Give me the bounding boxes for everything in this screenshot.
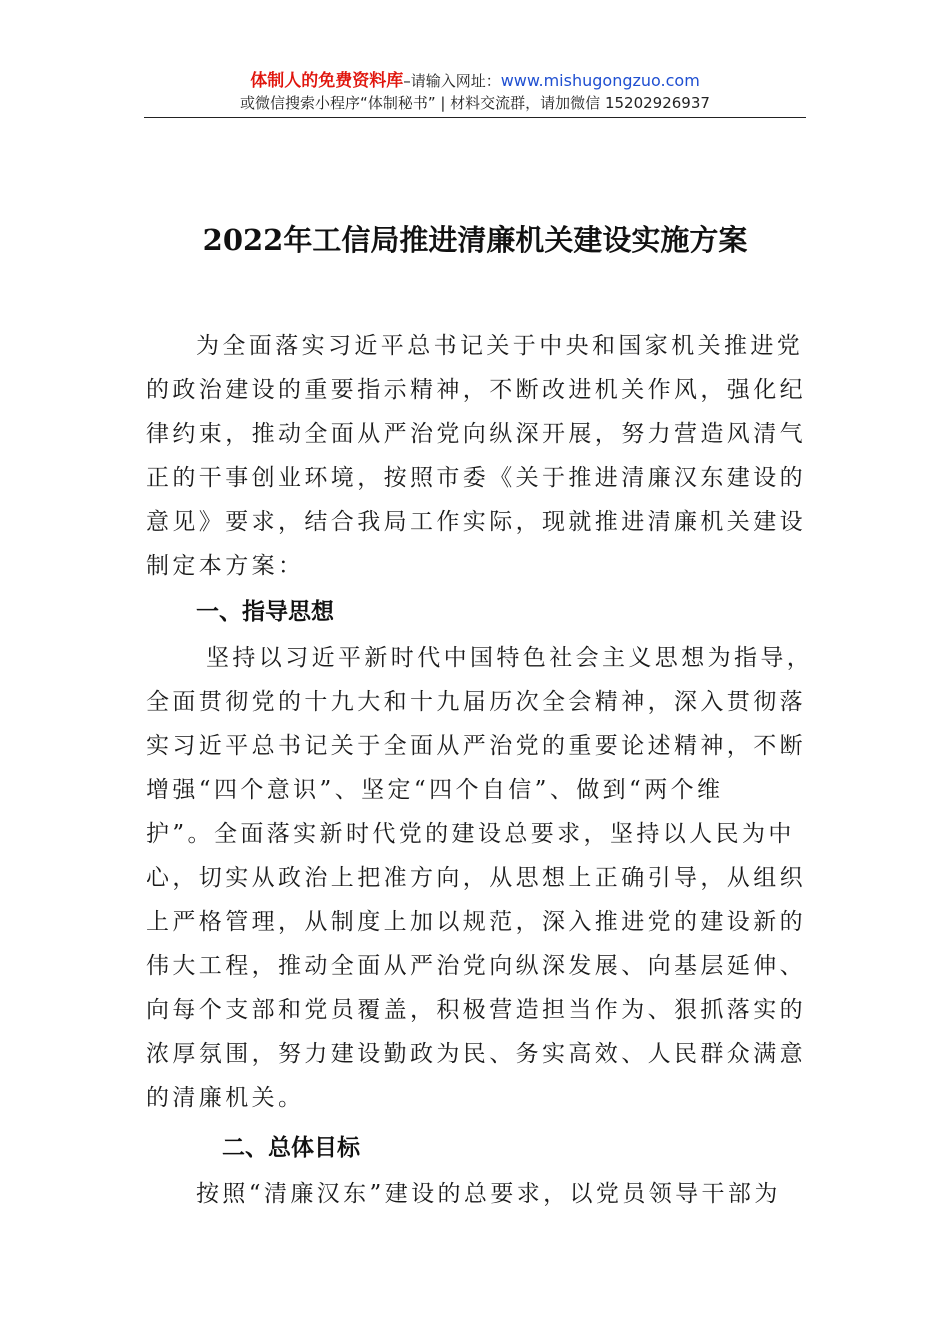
header-brand: 体制人的免费资料库 [250, 71, 404, 91]
section2-line: 按照“清廉汉东”建设的总要求，以党员领导干部为 [196, 1181, 781, 1207]
header-line-2: 或微信搜索小程序“体制秘书” | 材料交流群，请加微信 15202926937 [240, 94, 710, 112]
intro-line: 律约束，推动全面从严治党向纵深开展，努力营造风清气 [146, 421, 806, 447]
section1-line: 上严格管理，从制度上加以规范，深入推进党的建设新的 [146, 909, 806, 935]
section1-line: 心，切实从政治上把准方向，从思想上正确引导，从组织 [146, 865, 806, 891]
intro-line: 正的干事创业环境，按照市委《关于推进清廉汉东建设的 [146, 465, 806, 491]
section1-line: 的清廉机关。 [146, 1085, 305, 1111]
page-header [144, 70, 806, 114]
section1-line: 向每个支部和党员覆盖，积极营造担当作为、狠抓落实的 [146, 997, 806, 1023]
intro-line: 意见》要求，结合我局工作实际，现就推进清廉机关建设 [146, 509, 806, 535]
document-title: 2022年工信局推进清廉机关建设实施方案 [202, 223, 748, 257]
section1-line: 坚持以习近平新时代中国特色社会主义思想为指导， [206, 645, 814, 671]
header-divider [144, 117, 806, 118]
section1-line: 实习近平总书记关于全面从严治党的重要论述精神，不断 [146, 733, 806, 759]
section1-line: 浓厚氛围，努力建设勤政为民、务实高效、人民群众满意 [146, 1041, 806, 1067]
section-heading-overall-goals: 二、总体目标 [222, 1135, 360, 1161]
section-heading-guiding-ideology: 一、指导思想 [196, 599, 334, 625]
section1-line: 护”。全面落实新时代党的建设总要求，坚持以人民为中 [146, 821, 795, 847]
section1-line: 全面贯彻党的十九大和十九届历次全会精神，深入贯彻落 [146, 689, 806, 715]
header-prompt: –请输入网址： [403, 72, 501, 90]
section1-line: 伟大工程，推动全面从严治党向纵深发展、向基层延伸、 [146, 953, 806, 979]
header-url-link[interactable]: www.mishugongzuo.com [500, 71, 700, 90]
header-line-1 [144, 70, 806, 92]
intro-line: 的政治建设的重要指示精神，不断改进机关作风，强化纪 [146, 377, 806, 403]
intro-line: 制定本方案： [146, 553, 305, 579]
intro-line: 为全面落实习近平总书记关于中央和国家机关推进党 [196, 333, 804, 359]
section1-line: 增强“四个意识”、坚定“四个自信”、做到“两个维 [146, 777, 724, 803]
